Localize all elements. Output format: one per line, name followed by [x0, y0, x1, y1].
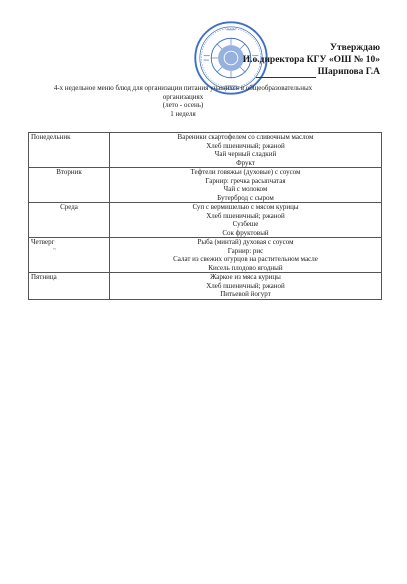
day-cell: Пятница: [29, 273, 110, 300]
dish-item: Рыба (минтай) духовая с соусом: [197, 238, 294, 246]
approval-block: [243, 42, 380, 78]
table-row: [29, 168, 382, 203]
table-row: [29, 203, 382, 238]
dish-item: Фрукт: [236, 158, 255, 167]
signature-line: [256, 77, 316, 78]
dish-item: Чай черный сладкий: [214, 150, 277, 158]
title-main: 4-х недельное меню блюд для организации питания учащихся в общеобразовательных организациях: [53, 84, 313, 101]
dish-item: Хлеб пшеничный; ржаной: [206, 211, 285, 220]
document-title: [48, 84, 318, 118]
signer-name: Шарипова Г.А: [317, 67, 380, 77]
title-week: 1 неделя: [170, 109, 196, 118]
menu-table: [28, 132, 382, 300]
dishes-cell: [110, 238, 382, 273]
table-row: [29, 133, 382, 168]
dishes-cell: [110, 273, 382, 300]
day-cell: [29, 238, 110, 273]
dish-item: Кисель плодово ягодный: [208, 263, 283, 272]
title-season: (лето - осень): [162, 101, 204, 109]
table-row: [29, 273, 382, 300]
approval-position: И.о.директора КГУ «ОШ № 10»: [242, 55, 380, 65]
dish-item: Бутерброд с сыром: [217, 193, 274, 202]
day-label: Четверг: [31, 238, 55, 246]
dish-item: Питьевой йогурт: [220, 290, 271, 298]
day-cell: Вторник: [29, 168, 110, 203]
dish-item: Салат из свежих огурцов на растительном масле: [173, 255, 318, 263]
table-row: [29, 238, 382, 273]
dish-item: Гарнир: гречка расыпчатая: [205, 176, 286, 185]
dish-item: Хлеб пшеничный; ржаной: [206, 281, 285, 290]
dish-item: Гарнир: рис: [227, 246, 264, 255]
dish-item: Чай с молоком: [223, 185, 268, 193]
handwritten-mark-icon: ~: [53, 246, 57, 253]
dish-item: Суп с вермишелью с мясом курицы: [192, 203, 299, 211]
dish-item: Вареники скартофелем со сливочным маслом: [177, 133, 314, 141]
dish-item: Жаркое из мяса курицы: [210, 273, 281, 281]
dish-item: Сок фруктовый: [222, 228, 269, 237]
approval-signer: [243, 66, 380, 78]
approval-heading: Утверждаю: [330, 43, 380, 53]
day-cell: Среда: [29, 203, 110, 238]
dish-item: Сузбеше: [232, 220, 259, 228]
dishes-cell: [110, 168, 382, 203]
dishes-cell: [110, 203, 382, 238]
dish-item: Хлеб пшеничный; ржаной: [206, 141, 285, 150]
dishes-cell: [110, 133, 382, 168]
dish-item: Тефтели говяжьи (духовые) с соусом: [190, 168, 301, 176]
day-cell: Понедельник: [29, 133, 110, 168]
